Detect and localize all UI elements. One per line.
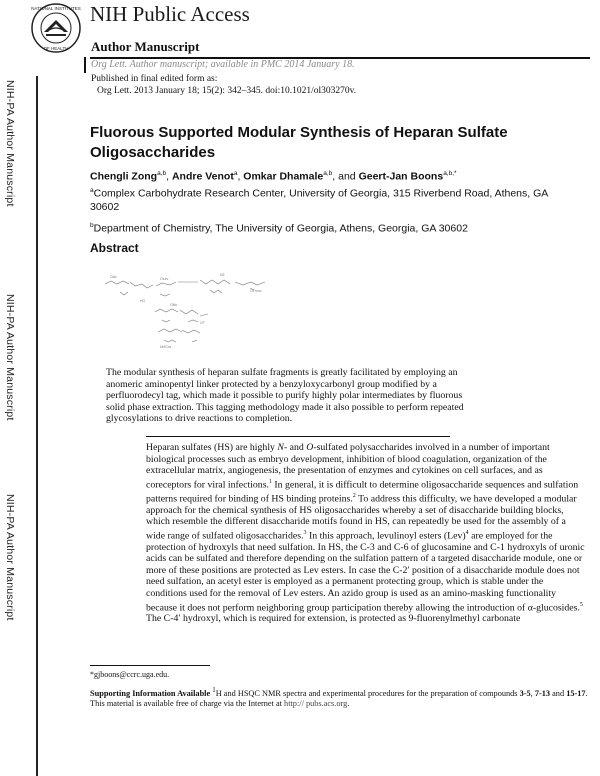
body-text-span: are employed for the protection of hydroxyls that need sulfation. In HS, the C-3 and C-6 of glucosamine and C-1 hydroxyls of uronic acids can be sulfated and therefore depending on the sulfation pattern of a targeted disaccharide module, one or more of these positions are protected as Lev esters. In case the C-2′ position of a disaccharide module does not need sulfation, an acetyl ester is employed as a permanent protecting group, which is stable under the conditions used for the removal of Lev esters. An azido group is used as an amino-masking functionality because it does not perform neighboring group participation thereby allowing the introduction of α-glucosides. — [146, 529, 585, 613]
svg-text:NATIONAL INSTITUTES: NATIONAL INSTITUTES — [31, 6, 81, 11]
supporting-text: H and HSQC NMR spectra and experimental procedures for the preparation of compounds — [215, 688, 520, 698]
body-text-span: The C-4′ hydroxyl, which is required for extension, is protected as 9-fluorenylmethyl carbonate — [146, 613, 521, 625]
abstract-text: The modular synthesis of heparan sulfate fragments is greatly facilitated by employing an anomeric aminopentyl linker protected by a benzyloxycarbonyl group modified by a perfluorodecyl tag, which made it possible to purify highly polar intermediates by fluorous solid phase extraction. This tagging methodology made it also possible to perform repeated glycosylations to drive reactions to completion. — [106, 367, 464, 425]
sidebar-divider — [36, 76, 38, 776]
compound-range: 15-17 — [566, 688, 586, 698]
author-affiliation-marker: a,b — [157, 170, 167, 177]
author-list: Chengli Zong$^{a,b}$, Andre Venot$^a$, Omkar Dhamale$^{a,b}$, and Geert-Jan Boons$^{a,b,*}$ — [90, 170, 457, 183]
author-name: Chengli Zong — [90, 170, 158, 183]
body-text-span: To address this difficulty, we have developed a modular approach for the chemical synthesis of HS oligosaccharides whereby a set of disaccharide building blocks, which resemble the different disaccharide motifs found in HS, can repeatedly be used for the assembly of a wide range of sulfated oligosaccharides. — [146, 492, 577, 541]
corresponding-email[interactable]: *gjboons@ccrc.uga.edu. — [90, 670, 170, 679]
reference-marker[interactable]: 5 — [579, 601, 583, 608]
author-name: Omkar Dhamale — [243, 170, 324, 183]
sidebar-label-2: NIH-PA Author Manuscript — [4, 294, 16, 421]
author-name: Geert-Jan Boons — [358, 170, 444, 183]
body-text-italic: O — [306, 442, 314, 453]
affiliation-text: Complex Carbohydrate Research Center, University of Georgia, 315 Riverbend Road, Athens, GA 30602 — [90, 187, 548, 213]
author-name: Andre Venot — [171, 170, 234, 183]
nih-logo — [30, 2, 82, 54]
affiliation-a — [90, 184, 560, 214]
body-divider — [146, 436, 450, 437]
body-text-italic: N- — [277, 442, 288, 453]
body-text-span: In this approach, levulinoyl esters (Lev) — [306, 529, 466, 541]
acs-link[interactable]: http:// pubs.acs.org — [284, 699, 348, 709]
compound-range: 7-13 — [534, 688, 551, 698]
author-affiliation-marker: a — [233, 170, 238, 177]
compound-range: 3-5 — [519, 688, 531, 698]
article-title: Fluorous Supported Modular Synthesis of Heparan Sulfate Oligosaccharides — [90, 124, 508, 161]
svg-text:OBn: OBn — [170, 303, 178, 307]
supporting-information — [90, 686, 590, 710]
affiliation-marker: b — [90, 222, 94, 229]
svg-text:N3: N3 — [220, 273, 225, 277]
reference-marker[interactable]: 3 — [303, 529, 307, 536]
published-label: Published in final edited form as: — [91, 74, 218, 84]
sidebar-label-3: NIH-PA Author Manuscript — [4, 494, 16, 621]
svg-text:HO: HO — [140, 299, 146, 303]
affiliation-text: Department of Chemistry, The University of Georgia, Athens, Georgia, GA 30602 — [93, 222, 468, 235]
left-sidebar — [0, 76, 36, 776]
body-text-span: and — [287, 442, 307, 453]
sidebar-label-1: NIH-PA Author Manuscript — [4, 80, 16, 207]
toc-graphic — [100, 272, 310, 352]
published-citation: Org Lett. 2013 January 18; 15(2): 342–345. doi:10.1021/ol303270v. — [97, 86, 357, 96]
published-info — [91, 73, 356, 97]
supporting-label: Supporting Information Available — [90, 688, 211, 698]
footnote-divider — [90, 665, 210, 666]
supporting-text: . — [347, 699, 350, 709]
body-text-span: -sulfated polysaccharides involved in a number of important biological processes such as embryo development, inhibition of blood coagulation, organization of the extracellular matrix, angiogenesis, the presentation of enzymes and cytokines on cell surfaces, and as coreceptors for viral infections. — [146, 442, 550, 491]
author-manuscript-label: Author Manuscript — [91, 39, 200, 54]
body-text-span: Heparan sulfates (HS) are highly — [146, 442, 278, 453]
reference-marker[interactable]: 2 — [352, 492, 356, 499]
supporting-text: . This material is available free of charge via the Internet at — [90, 688, 588, 709]
supporting-text: , — [530, 688, 535, 698]
author-affiliation-marker: a,b,* — [443, 170, 457, 177]
affiliation-marker: a — [90, 187, 94, 194]
svg-text:OFmoc: OFmoc — [250, 289, 262, 293]
svg-text:OAc: OAc — [110, 275, 117, 279]
reference-marker[interactable]: 1 — [268, 478, 272, 485]
author-affiliation-marker: a,b — [323, 170, 333, 177]
supporting-superscript: 1 — [212, 687, 216, 694]
body-paragraph — [146, 442, 586, 625]
svg-text:CF: CF — [200, 321, 205, 325]
body-text-span: In general, it is difficult to determine oligosaccharide sequences and sulfation patterns required for binding of HS binding proteins. — [146, 479, 579, 504]
reference-marker[interactable]: 4 — [465, 529, 469, 536]
svg-text:NHCbz: NHCbz — [160, 345, 172, 349]
journal-availability-line: Org Lett. Author manuscript; available in PMC 2014 January 18. — [91, 59, 355, 70]
affiliation-b — [90, 219, 560, 236]
header-vertical-divider — [84, 57, 86, 73]
nih-public-access-title: NIH Public Access — [90, 2, 250, 26]
supporting-text: and — [550, 688, 567, 698]
svg-text:OLev: OLev — [160, 277, 169, 281]
abstract-heading: Abstract — [90, 241, 139, 255]
svg-text:OF HEALTH: OF HEALTH — [43, 46, 69, 51]
